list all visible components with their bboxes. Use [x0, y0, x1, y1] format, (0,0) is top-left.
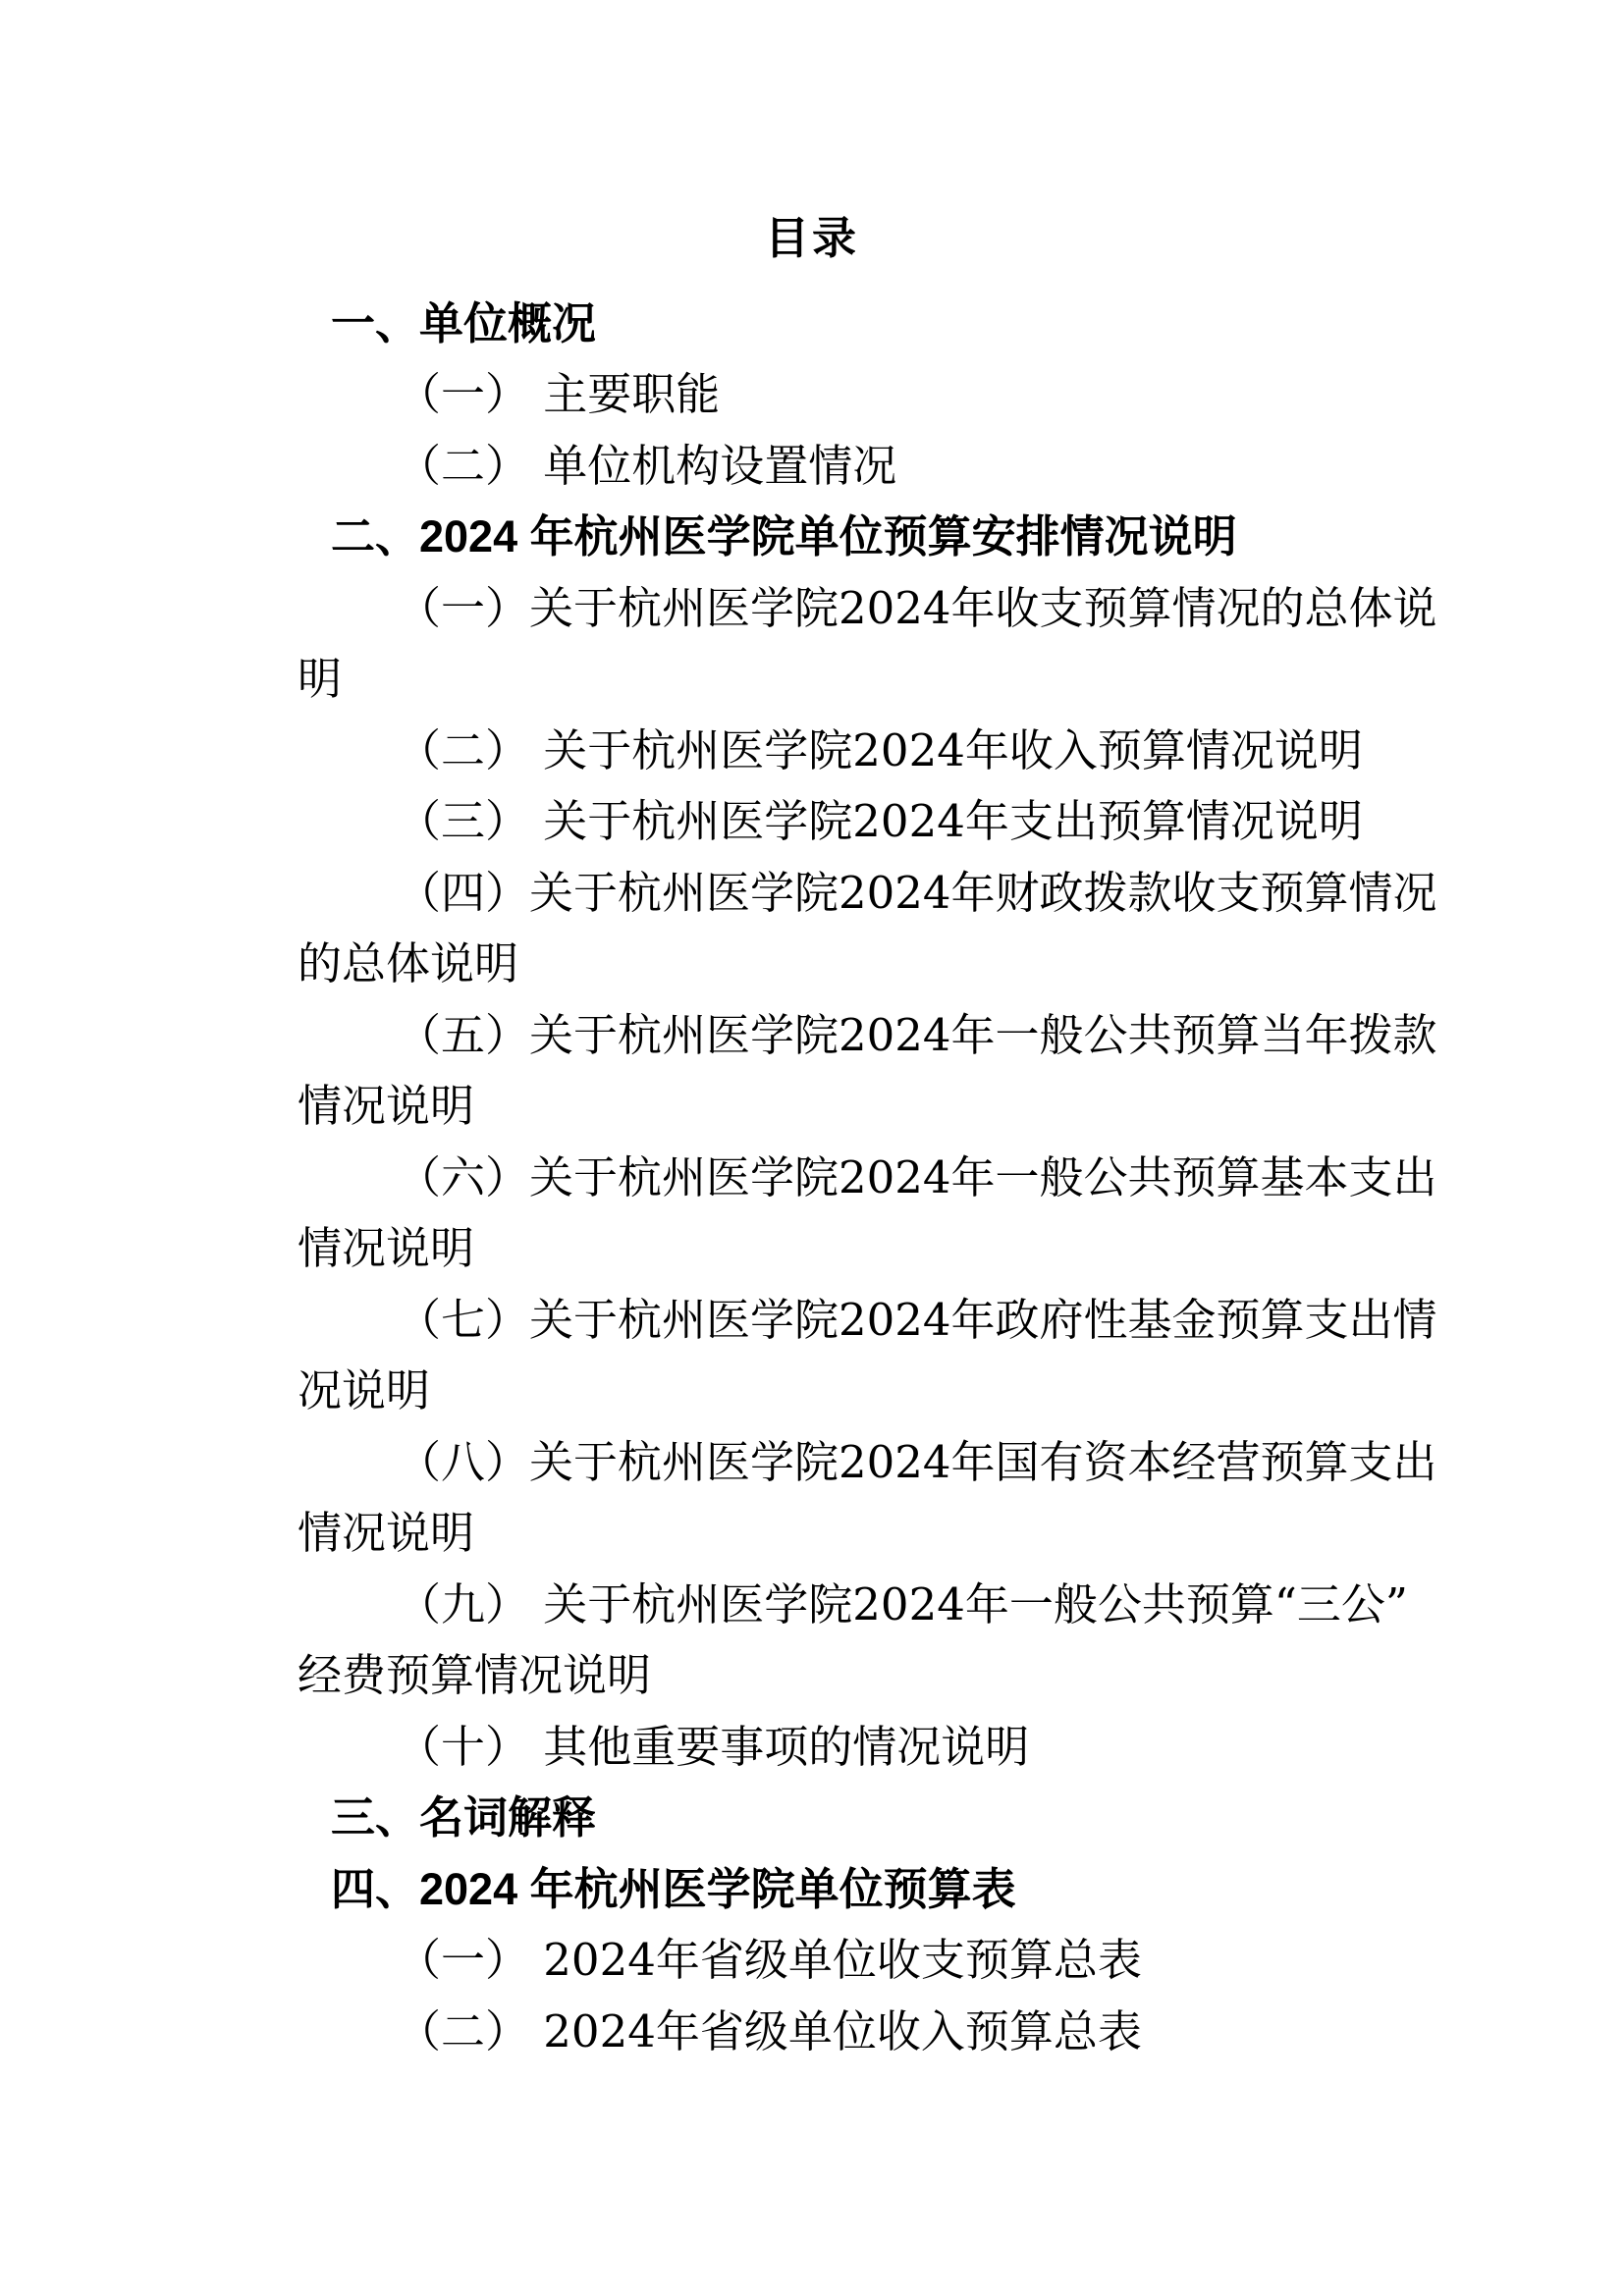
toc-line-7: （二） 关于杭州医学院2024年收入预算情况说明 [397, 723, 1363, 776]
toc-line-15: （七）关于杭州医学院2024年政府性基金预算支出情 [397, 1293, 1437, 1346]
toc-line-5: （一）关于杭州医学院2024年收支预算情况的总体说 [397, 581, 1437, 634]
toc-line-1: 一、单位概况 [331, 297, 597, 348]
toc-line-4: 二、2024 年杭州医学院单位预算安排情况说明 [331, 511, 1237, 561]
toc-line-17: （八）关于杭州医学院2024年国有资本经营预算支出 [397, 1435, 1437, 1488]
toc-line-14: 情况说明 [298, 1222, 475, 1274]
toc-line-9: （四）关于杭州医学院2024年财政拨款收支预算情况 [397, 866, 1437, 919]
toc-line-11: （五）关于杭州医学院2024年一般公共预算当年拨款 [397, 1008, 1437, 1061]
toc-line-21: （十） 其他重要事项的情况说明 [397, 1720, 1030, 1773]
toc-line-16: 况说明 [298, 1364, 431, 1416]
table-of-contents [0, 289, 1624, 2068]
toc-line-2: （一） 主要职能 [397, 368, 721, 420]
toc-line-10: 的总体说明 [298, 937, 519, 989]
toc-line-8: （三） 关于杭州医学院2024年支出预算情况说明 [397, 795, 1363, 847]
toc-line-13: （六）关于杭州医学院2024年一般公共预算基本支出 [397, 1150, 1437, 1203]
toc-line-23: 四、2024 年杭州医学院单位预算表 [331, 1863, 1016, 1914]
toc-line-25: （二） 2024年省级单位收入预算总表 [397, 2004, 1142, 2057]
toc-line-19: （九） 关于杭州医学院2024年一般公共预算“三公” [397, 1577, 1408, 1630]
toc-line-6: 明 [298, 653, 343, 705]
toc-line-18: 情况说明 [298, 1507, 475, 1559]
toc-line-12: 情况说明 [298, 1080, 475, 1132]
toc-line-22: 三、名词解释 [331, 1792, 597, 1842]
page-title: 目录 [764, 213, 859, 263]
toc-line-24: （一） 2024年省级单位收支预算总表 [397, 1934, 1142, 1986]
toc-line-20: 经费预算情况说明 [298, 1649, 652, 1701]
toc-line-3: （二） 单位机构设置情况 [397, 439, 897, 492]
